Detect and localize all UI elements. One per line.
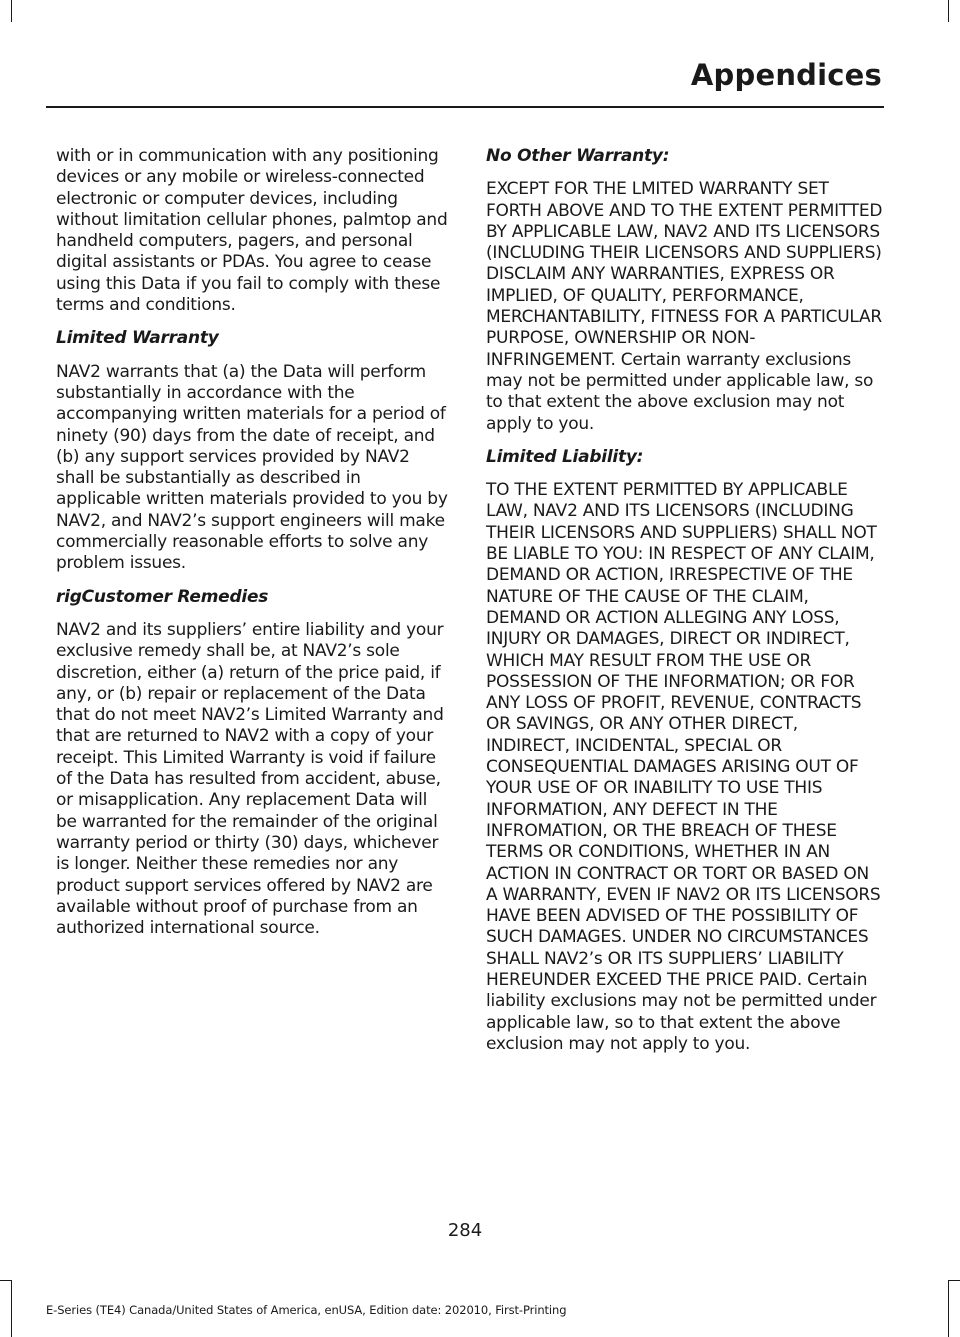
right-paragraph-1: EXCEPT FOR THE LMITED WARRANTY SET FORTH ABOVE AND TO THE EXTENT PERMITTED BY APPLICABLE LAW, NAV2 AND ITS LICENSORS (INCLUDING THEIR LICENSORS AND SUPPLIERS) DISCLAIM ANY WARRANTIES, EXPRESS OR IMPLIED, OF QUALITY, PERFORMANCE, MERCHANTABILITY, FITNESS FOR A PARTICULAR PURPOSE, OWNERSHIP OR NON-INFRINGEMENT. Certain warranty exclusions may not be permitted under applicable law, so to that extent the above exclusion may not apply to you. (486, 179, 883, 434)
left-paragraph-2: NAV2 warrants that (a) the Data will perform substantially in accordance with the accompanying written materials for a period of ninety (90) days from the date of receipt, and (b) any support services provided by NAV2 shall be substantially as described in applicable written materials provided to you by NAV2, and NAV2’s support engineers will make commercially reasonable efforts to solve any problem issues. (56, 361, 448, 574)
left-column (56, 146, 448, 951)
crop-mark-bottom-left-corner-v (11, 1280, 12, 1337)
header-divider (46, 106, 884, 108)
crop-mark-top-left-vertical (11, 0, 12, 22)
crop-mark-top-right-vertical (948, 0, 949, 22)
crop-mark-bottom-right-corner-h (948, 1280, 960, 1281)
right-column (486, 146, 884, 1067)
left-paragraph-3: NAV2 and its suppliers’ entire liability and your exclusive remedy shall be, at NAV2’s sole discretion, either (a) return of the price paid, if any, or (b) repair or replacement of the Data that do not meet NAV2’s Limited Warranty and that are returned to NAV2 with a copy of your receipt. This Limited Warranty is void if failure of the Data has resulted from accident, abuse, or misapplication. Any replacement Data will be warranted for the remainder of the original warranty period or thirty (30) days, whichever is longer. Neither these remedies nor any product support services offered by NAV2 are available without proof of purchase from an authorized international source. (56, 619, 444, 939)
right-paragraph-2: TO THE EXTENT PERMITTED BY APPLICABLE LAW, NAV2 AND ITS LICENSORS (INCLUDING THEIR LICENSORS AND SUPPLIERS) SHALL NOT BE LIABLE TO YOU: IN RESPECT OF ANY CLAIM, DEMAND OR ACTION, IRRESPECTIVE OF THE NATURE OF THE CAUSE OF THE CLAIM, DEMAND OR ACTION ALLEGING ANY LOSS, INJURY OR DAMAGES, DIRECT OR INDIRECT, WHICH MAY RESULT FROM THE USE OR POSSESSION OF THE INFORMATION; OR FOR ANY LOSS OF PROFIT, REVENUE, CONTRACTS OR SAVINGS, OR ANY OTHER DIRECT, INDIRECT, INCIDENTAL, SPECIAL OR CONSEQUENTIAL DAMAGES ARISING OUT OF YOUR USE OF OR INABILITY TO USE THIS INFORMATION, ANY DEFECT IN THE INFROMATION, OR THE BREACH OF THESE TERMS OR CONDITIONS, WHETHER IN AN ACTION IN CONTRACT OR TORT OR BASED ON A WARRANTY, EVEN IF NAV2 OR ITS LICENSORS HAVE BEEN ADVISED OF THE POSSIBILITY OF SUCH DAMAGES. UNDER NO CIRCUMSTANCES SHALL NAV2’s OR ITS SUPPLIERS’ LIABILITY HEREUNDER EXCEED THE PRICE PAID. Certain liability exclusions may not be permitted under applicable law, so to that extent the above exclusion may not apply to you. (486, 480, 881, 1054)
left-paragraph-1: with or in communication with any positioning devices or any mobile or wireless-connected electronic or computer devices, including without limitation cellular phones, palmtop and handheld computers, pagers, and personal digital assistants or PDAs. You agree to cease using this Data if you fail to comply with these terms and conditions. (56, 146, 448, 316)
heading-no-other-warranty: No Other Warranty: (486, 146, 670, 166)
heading-customer-remedies: rigCustomer Remedies (56, 586, 269, 607)
heading-limited-liability: Limited Liability: (486, 446, 644, 467)
heading-limited-warranty: Limited Warranty (56, 328, 219, 349)
crop-mark-bottom-left-corner-h (0, 1280, 12, 1281)
crop-mark-bottom-right-corner-v (948, 1280, 949, 1337)
edition-footer: E-Series (TE4) Canada/United States of America, enUSA, Edition date: 202010, First-Printing (46, 1303, 567, 1317)
page-number: 284 (447, 1220, 483, 1241)
page-title: Appendices (690, 58, 882, 92)
